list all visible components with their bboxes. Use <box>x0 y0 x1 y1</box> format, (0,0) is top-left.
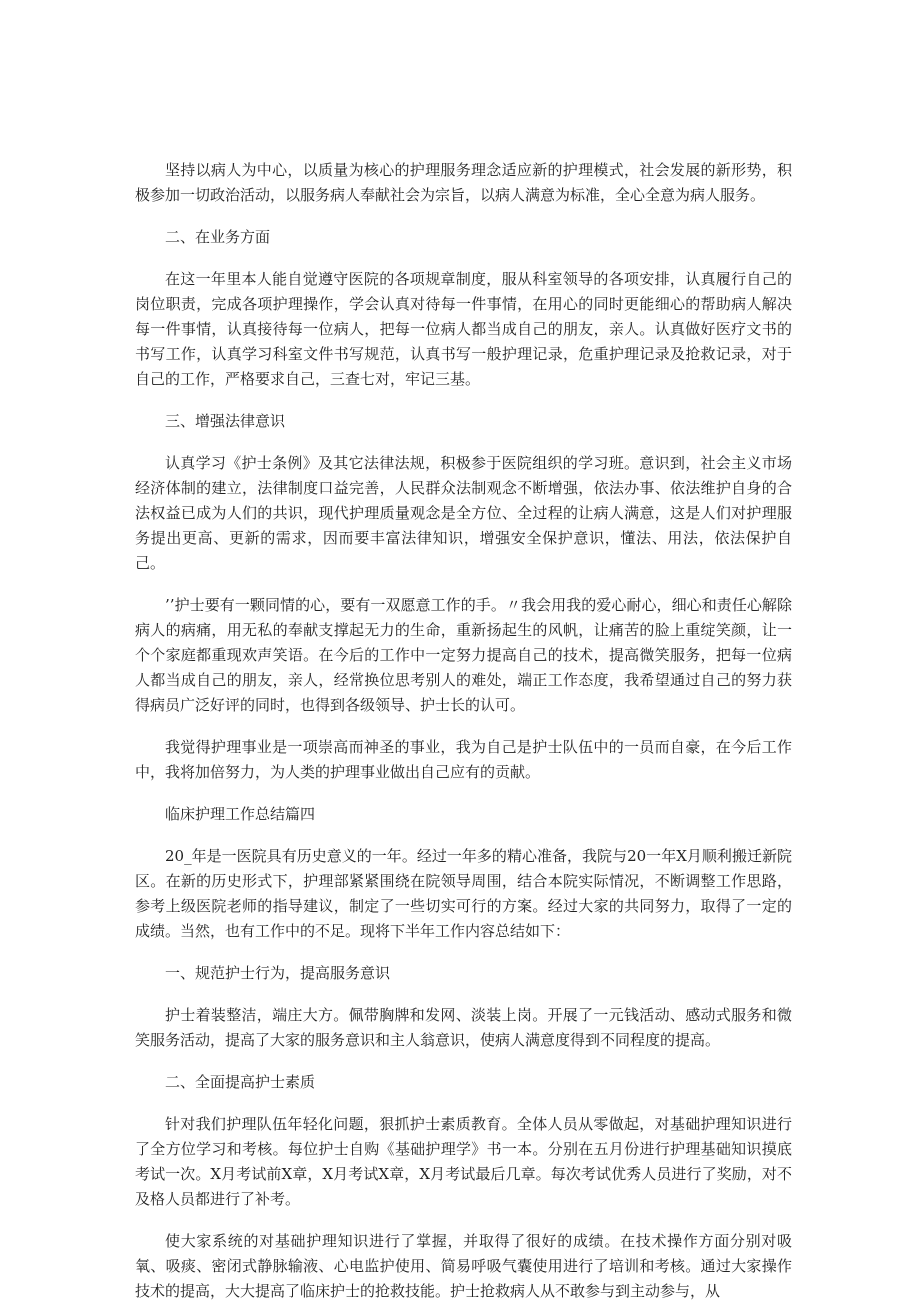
year-intro-paragraph: 20_年是一医院具有历史意义的一年。经过一年多的精心准备，我院与20一年X月顺利搬迁新院区。在新的历史形式下，护理部紧紧围绕在院领导周围，结合本院实际情况，不断调整工作思路，参考上级医院老师的指导建议，制定了一些切实可行的方案。经过大家的共同努力，取得了一定的成绩。当然，也有工作中的不足。现将下半年工作内容总结如下： <box>135 847 792 940</box>
section-heading-law: 三、增强法律意识 <box>165 412 286 430</box>
intro-paragraph: 坚持以病人为中心，以质量为核心的护理服务理念适应新的护理模式，社会发展的新形势，积极参加一切政治活动，以服务病人奉献社会为宗旨，以病人满意为标准，全心全意为病人服务。 <box>135 161 792 204</box>
chapter-title-four: 临床护理工作总结篇四 <box>165 805 316 823</box>
compassion-paragraph: ’’护士要有一颗同情的心，要有一双愿意工作的手。〃我会用我的爱心耐心，细心和责任心解除病人的病痛，用无私的奉献支撑起无力的生命，重新扬起生的风帆，让痛苦的脸上重绽笑颜，让一个个家庭都重现欢声笑语。在今后的工作中一定努力提高自己的技术，提高微笑服务，把每一位病人都当成自己的朋友，亲人，经常换位思考别人的难处，端正工作态度，我希望通过自己的努力获得病员广泛好评的同时，也得到各级领导、护士长的认可。 <box>135 596 792 714</box>
section-heading-quality: 二、全面提高护士素质 <box>165 1073 316 1091</box>
pride-paragraph: 我觉得护理事业是一项崇高而神圣的事业，我为自己是护士队伍中的一员而自豪，在今后工作中，我将加倍努力，为人类的护理事业做出自己应有的贡献。 <box>135 738 792 781</box>
standards-paragraph: 护士着装整洁，端庄大方。佩带胸牌和发网、淡装上岗。开展了一元钱活动、感动式服务和微笑服务活动，提高了大家的服务意识和主人翁意识，使病人满意度得到不同程度的提高。 <box>135 1006 792 1049</box>
law-paragraph: 认真学习《护士条例》及其它法律法规，积极参于医院组织的学习班。意识到，社会主义市场经济体制的建立，法律制度口益完善，人民群众法制观念不断增强，依法办事、依法维护自身的合法权益已成为人们的共识，现代护理质量观念是全方位、全过程的让病人满意，这是人们对护理服务提出更高、更新的需求，因而要丰富法律知识，增强安全保护意识，懂法、用法，依法保护自己。 <box>135 454 792 572</box>
section-heading-standards: 一、规范护士行为，提高服务意识 <box>165 964 391 982</box>
quality-paragraph: 针对我们护理队伍年轻化问题，狠抓护士素质教育。全体人员从零做起，对基础护理知识进行了全方位学习和考核。每位护士自购《基础护理学》书一本。分别在五月份进行护理基础知识摸底考试一次。X月考试前X章，X月考试X章，X月考试最后几章。每次考试优秀人员进行了奖励，对不及格人员都进行了补考。 <box>135 1115 792 1208</box>
skills-paragraph: 使大家系统的对基础护理知识进行了掌握，并取得了很好的成绩。在技术操作方面分别对吸氧、吸痰、密闭式静脉输液、心电监护使用、简易呼吸气囊使用进行了培训和考核。通过大家操作技术的提高，大大提高了临床护士的抢救技能。护士抢救病人从不敢参与到主动参与，从 <box>135 1232 792 1300</box>
section-heading-business: 二、在业务方面 <box>165 228 271 246</box>
business-paragraph: 在这一年里本人能自觉遵守医院的各项规章制度，服从科室领导的各项安排，认真履行自己的岗位职责，完成各项护理操作，学会认真对待每一件事情，在用心的同时更能细心的帮助病人解决每一件事情，认真接待每一位病人，把每一位病人都当成自己的朋友，亲人。认真做好医疗文书的书写工作，认真学习科室文件书写规范，认真书写一般护理记录，危重护理记录及抢救记录，对于自己的工作，严格要求自己，三查七对，牢记三基。 <box>135 270 792 388</box>
